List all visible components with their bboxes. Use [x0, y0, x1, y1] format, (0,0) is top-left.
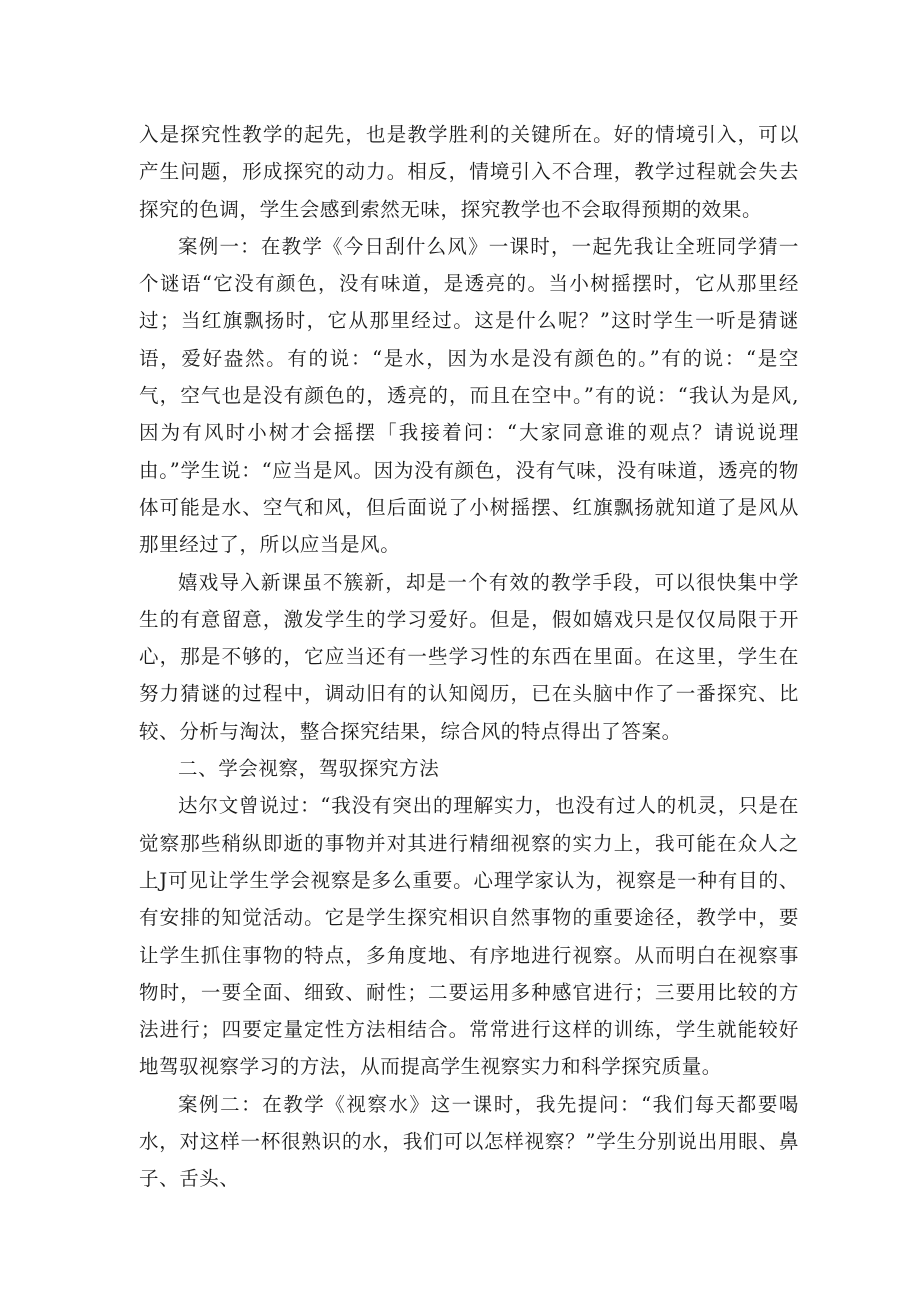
section-heading: 二、学会视察，驾驭探究方法	[178, 757, 440, 781]
paragraph-game-intro: 嬉戏导入新课虽不簇新，却是一个有效的教学手段，可以很快集中学生的有意留意，激发学生的学习爱好。但是，假如嬉戏只是仅仅局限于开心，那是不够的，它应当还有一些学习性的东西在里面。在这里，学生在努力猜谜的过程中，调动旧有的认知阅历，已在头脑中作了一番探究、比较、分析与淘汰，整合探究结果，综合风的特点得出了答案。	[139, 570, 799, 743]
paragraph-observation: 达尔文曾说过：“我没有突出的理解实力，也没有过人的机灵，只是在觉察那些稍纵即逝的事物并对其进行精细视察的实力上，我可能在众人之上J可见让学生学会视察是多么重要。心理学家认为，视察是一种有目的、有安排的知觉活动。它是学生探究相识自然事物的重要途径，教学中，要让学生抓住事物的特点，多角度地、有序地进行视察。从而明白在视察事物时，一要全面、细致、耐性；二要运用多种感官进行；三要用比较的方法进行；四要定量定性方法相结合。常常进行这样的训练，学生就能较好地驾驭视察学习的方法，从而提高学生视察实力和科学探究质量。	[139, 794, 799, 1079]
paragraph-case-two: 案例二：在教学《视察水》这一课时，我先提问：“我们每天都要喝水，对这样一杯很熟识的水，我们可以怎样视察？”学生分别说出用眼、鼻子、舌头、	[139, 1092, 799, 1191]
paragraph-continuation: 入是探究性教学的起先，也是教学胜利的关键所在。好的情境引入，可以产生问题，形成探究的动力。相反，情境引入不合理，教学过程就会失去探究的色调，学生会感到索然无味，探究教学也不会取得预期的效果。	[139, 123, 799, 221]
paragraph-case-one: 案例一：在教学《今日刮什么风》一课时，一起先我让全班同学猜一个谜语“它没有颜色，没有味道，是透亮的。当小树摇摆时，它从那里经过；当红旗飘扬时，它从那里经过。这是什么呢？”这时学生一听是猜谜语，爱好盎然。有的说：“是水，因为水是没有颜色的。”有的说：“是空气，空气也是没有颜色的，透亮的，而且在空中。”有的说：“我认为是风,因为有风时小树才会摇摆「我接着问：“大家同意谁的观点？请说说理由。”学生说：“应当是风。因为没有颜色，没有气味，没有味道，透亮的物体可能是水、空气和风，但后面说了小树摇摆、红旗飘扬就知道了是风从那里经过了，所以应当是风。	[139, 234, 799, 557]
document-body	[139, 116, 799, 1198]
